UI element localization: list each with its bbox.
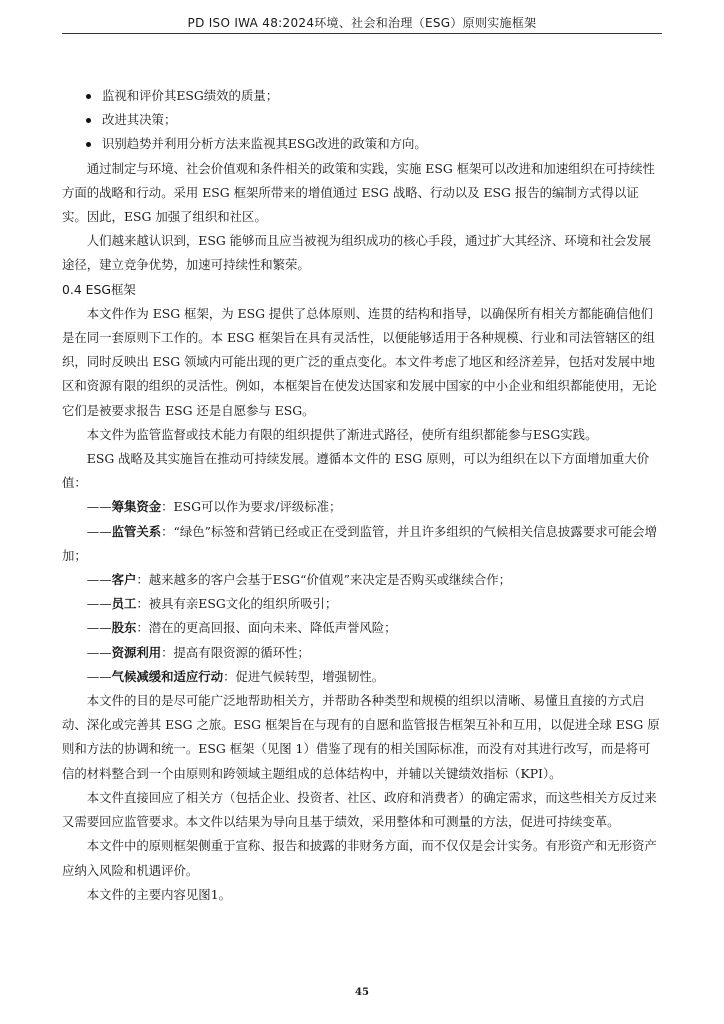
section-heading: 0.4 ESG框架: [62, 281, 136, 297]
paragraph: 本文件的目的是尽可能广泛地帮助相关方，并帮助各种类型和规模的组织以清晰、易懂且直接的方式启动、深化或完善其 ESG 之旅。ESG 框架旨在与现有的自愿和监管报告框架互补和互用，以促进全球 ESG 原则和方法的协调和统一。ESG 框架（见图 1）借鉴了现有的相关国际标准，而没有对其进行改写，而是将可信的材料整合到一个由原则和跨领域主题组成的总体结构中，并辅以关键绩效指标（KPI）。: [62, 693, 660, 781]
value-term: 员工: [111, 596, 137, 612]
value-item: ——筹集资金：ESG可以作为要求/评级标准；: [86, 499, 342, 515]
value-list: [62, 495, 662, 689]
paragraph: 本文件中的原则框架侧重于宣称、报告和披露的非财务方面，而不仅仅是会计实务。有形资产和无形资产应纳入风险和机遇评价。: [62, 838, 657, 878]
bullet-list: [62, 84, 662, 157]
value-term: 气候减缓和适应行动: [111, 668, 224, 684]
paragraph: 通过制定与环境、社会价值观和条件相关的政策和实践，实施 ESG 框架可以改进和加速组织在可持续性方面的战略和行动。采用 ESG 框架所带来的增值通过 ESG 战略、行动以及 ESG 报告的编制方式得以证实。因此，ESG 加强了组织和社区。: [62, 160, 655, 225]
value-item: ——监管关系：“绿色”标签和营销已经或正在受到监管，并且许多组织的气候相关信息披露要求可能会增加；: [62, 523, 658, 563]
value-term: 筹集资金: [111, 499, 162, 515]
bullet-item: 识别趋势并利用分析方法来监视其ESG改进的政策和方向。: [62, 132, 662, 156]
bullet-dot-icon: [86, 118, 91, 123]
value-item: ——气候减缓和适应行动：促进气候转型，增强韧性。: [86, 668, 385, 684]
header-rule: [62, 33, 662, 34]
value-item: ——股东：潜在的更高回报、面向未来、降低声誉风险；: [86, 620, 397, 636]
bullet-item: 改进其决策；: [62, 108, 662, 132]
page-number: 45: [355, 987, 369, 998]
paragraph: 本文件为监管监督或技术能力有限的组织提供了渐进式路径，使所有组织都能参与ESG实践。: [86, 426, 598, 442]
bullet-dot-icon: [86, 142, 91, 147]
value-term: 资源利用: [111, 644, 162, 660]
value-term: 监管关系: [111, 523, 162, 539]
value-item: ——资源利用：提高有限资源的循环性；: [86, 644, 310, 660]
page-header: PD ISO IWA 48:2024环境、社会和治理（ESG）原则实施框架: [187, 16, 537, 30]
bullet-dot-icon: [86, 94, 91, 99]
bullet-item: 监视和评价其ESG绩效的质量；: [62, 84, 662, 108]
paragraph: 人们越来越认识到，ESG 能够而且应当被视为组织成功的核心手段，通过扩大其经济、环境和社会发展途径，建立竞争优势，加速可持续性和繁荣。: [62, 233, 651, 273]
value-term: 客户: [111, 572, 137, 588]
paragraph: 本文件的主要内容见图1。: [86, 886, 231, 902]
value-item: ——员工：被具有亲ESG文化的组织所吸引；: [86, 596, 338, 612]
document-body: [62, 84, 662, 907]
value-item: ——客户：越来越多的客户会基于ESG“价值观”来决定是否购买或继续合作；: [86, 572, 512, 588]
paragraph: 本文件直接回应了相关方（包括企业、投资者、社区、政府和消费者）的确定需求，而这些相关方反过来又需要回应监管要求。本文件以结果为导向且基于绩效，采用整体和可测量的方法，促进可持续变革。: [62, 789, 657, 830]
value-term: 股东: [111, 620, 137, 636]
paragraph: 本文件作为 ESG 框架，为 ESG 提供了总体原则、连贯的结构和指导，以确保所有相关方都能确信他们是在同一套原则下工作的。本 ESG 框架旨在具有灵活性，以便能够适用于各种规模、行业和司法管辖区的组织，同时反映出 ESG 领域内可能出现的更广泛的重点变化。本文件考虑了地区和经济差异，包括对发展中地区和资源有限的组织的灵活性。例如，本框架旨在使发达国家和发展中国家的中小企业和组织都能使用，无论它们是被要求报告 ESG 还是自愿参与 ESG。: [62, 305, 657, 418]
paragraph: ESG 战略及其实施旨在推动可持续发展。遵循本文件的 ESG 原则，可以为组织在以下方面增加重大价值：: [62, 451, 650, 491]
